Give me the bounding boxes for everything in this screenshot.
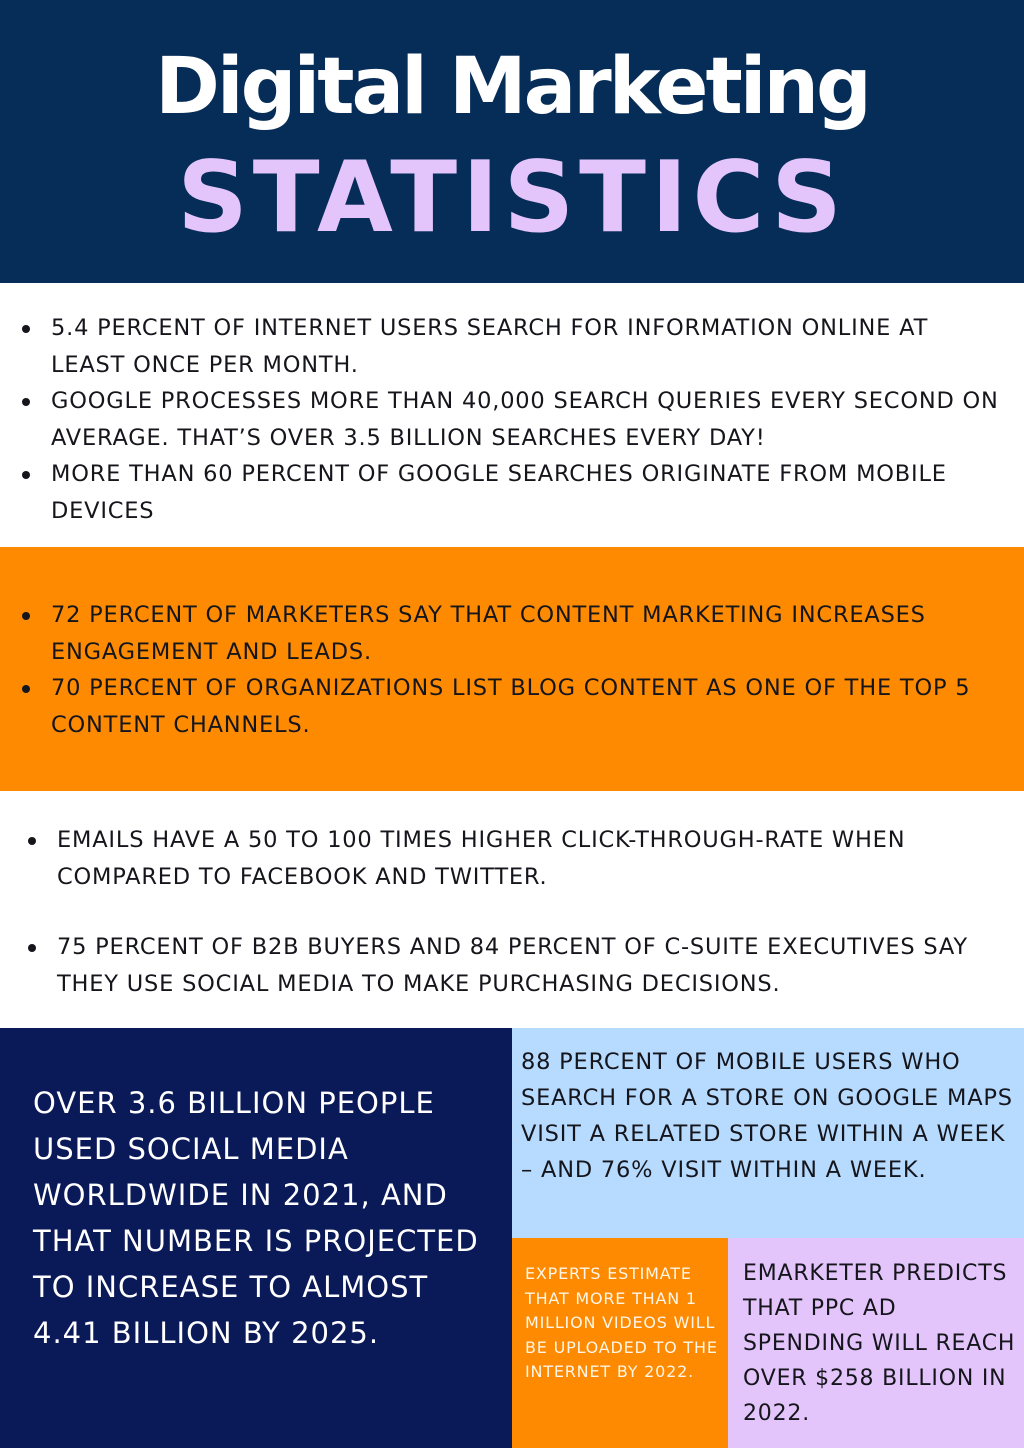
google-maps-panel bbox=[512, 1028, 1024, 1238]
list-item: MORE THAN 60 PERCENT OF GOOGLE SEARCHES ORIGINATE FROM MOBILE DEVICES bbox=[0, 456, 1000, 529]
email-social-list bbox=[6, 822, 996, 1036]
list-item: 5.4 PERCENT OF INTERNET USERS SEARCH FOR INFORMATION ONLINE AT LEAST ONCE PER MONTH. bbox=[0, 310, 1000, 383]
ppc-spending-text: EMARKETER PREDICTS THAT PPC AD SPENDING WILL REACH OVER $258 BILLION IN 2022. bbox=[743, 1261, 1016, 1426]
list-item: 70 PERCENT OF ORGANIZATIONS LIST BLOG CONTENT AS ONE OF THE TOP 5 CONTENT CHANNELS. bbox=[0, 670, 1000, 743]
list-item: 75 PERCENT OF B2B BUYERS AND 84 PERCENT OF C-SUITE EXECUTIVES SAY THEY USE SOCIAL MEDIA TO MAKE PURCHASING DECISIONS. bbox=[6, 929, 996, 1002]
content-stats-list bbox=[0, 597, 1000, 743]
content-marketing-section bbox=[0, 547, 1024, 791]
social-media-users-panel bbox=[0, 1028, 512, 1448]
video-uploads-text: EXPERTS ESTIMATE THAT MORE THAN 1 MILLION VIDEOS WILL BE UPLOADED TO THE INTERNET BY 2022. bbox=[525, 1264, 718, 1381]
social-media-users-text: OVER 3.6 BILLION PEOPLE USED SOCIAL MEDIA WORLDWIDE IN 2021, AND THAT NUMBER IS PROJECTED TO INCREASE TO ALMOST 4.41 BILLION BY 2025. bbox=[33, 1086, 479, 1350]
search-stats-section bbox=[0, 283, 1024, 547]
page-subtitle: STATISTICS bbox=[177, 141, 847, 255]
list-item: EMAILS HAVE A 50 TO 100 TIMES HIGHER CLICK-THROUGH-RATE WHEN COMPARED TO FACEBOOK AND TWITTER. bbox=[6, 822, 996, 895]
page-title: Digital Marketing bbox=[155, 42, 869, 132]
list-item: GOOGLE PROCESSES MORE THAN 40,000 SEARCH QUERIES EVERY SECOND ON AVERAGE. THAT’S OVER 3.5 BILLION SEARCHES EVERY DAY! bbox=[0, 383, 1000, 456]
search-stats-list bbox=[0, 310, 1000, 529]
email-social-section bbox=[0, 791, 1024, 1028]
ppc-spending-panel bbox=[728, 1238, 1024, 1448]
google-maps-text: 88 PERCENT OF MOBILE USERS WHO SEARCH FOR A STORE ON GOOGLE MAPS VISIT A RELATED STORE WITHIN A WEEK – AND 76% VISIT WITHIN A WEEK. bbox=[521, 1049, 1013, 1183]
list-item: 72 PERCENT OF MARKETERS SAY THAT CONTENT MARKETING INCREASES ENGAGEMENT AND LEADS. bbox=[0, 597, 1000, 670]
video-uploads-panel bbox=[512, 1238, 728, 1448]
header-banner bbox=[0, 0, 1024, 283]
